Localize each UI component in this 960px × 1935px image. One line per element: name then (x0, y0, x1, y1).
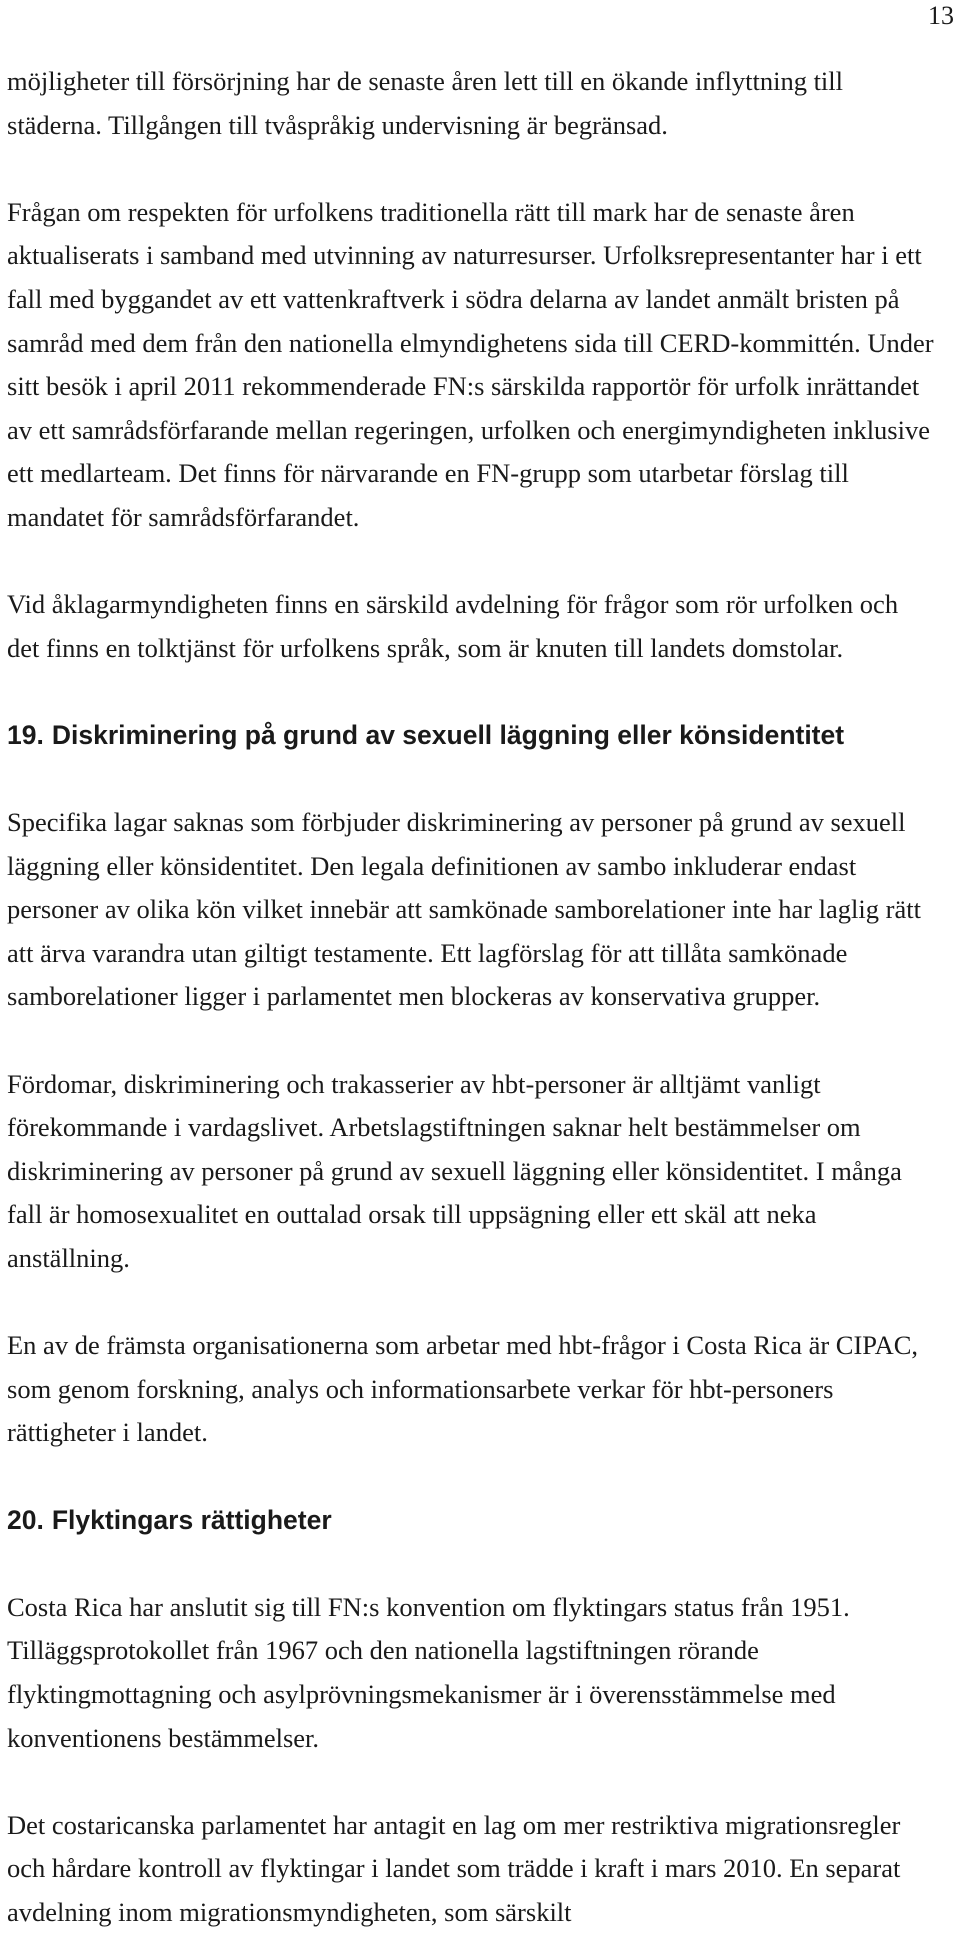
paragraph-land-rights: Frågan om respekten för urfolkens traditionella rätt till mark har de senaste åren aktualiserats i samband med utvinning av naturresurser. Urfolksrepresentanter har i ett fall med byggandet av ett vattenkraftverk i södra delarna av landet anmält bristen på samråd med dem från den nationella elmyndighetens sida till CERD-kommittén. Under sitt besök i april 2011 rekommenderade FN:s särskilda rapportör för urfolk inrättandet av ett samrådsförfarande mellan regeringen, urfolken och energimyndigheten inklusive ett medlarteam. Det finns för närvarande en FN-grupp som utarbetar förslag till mandatet för samrådsförfarandet. (7, 196, 934, 532)
section-title: Flyktingars rättigheter (51, 1504, 332, 1535)
paragraph-cipac: En av de främsta organisationerna som arbetar med hbt-frågor i Costa Rica är CIPAC, som genom forskning, analys och informationsarbete verkar för hbt-personers rättigheter i landet. (7, 1330, 919, 1448)
paragraph-refugee-convention: Costa Rica har anslutit sig till FN:s konvention om flyktingars status från 1951. Tilläggsprotokollet från 1967 och den nationella lagstiftningen rörande flyktingmottagning och asylprövningsmekanismer är i överensstämmelse med konventionens bestämmelser. (7, 1591, 850, 1753)
section-heading-20 (7, 1499, 937, 1543)
section-heading-19 (7, 714, 937, 758)
paragraph-migration-law: Det costaricanska parlamentet har antagit en lag om mer restriktiva migrationsregler och hårdare kontroll av flyktingar i landet som trädde i kraft i mars 2010. En separat avdelning inom migrationsmyndigheten, som särskilt (7, 1809, 901, 1927)
page-number: 13 (928, 1, 954, 30)
paragraph-urban-migration: möjligheter till försörjning har de senaste åren lett till en ökande inflyttning till städerna. Tillgången till tvåspråkig undervisning är begränsad. (7, 66, 844, 140)
paragraph-lgbt-laws: Specifika lagar saknas som förbjuder diskriminering av personer på grund av sexuell läggning eller könsidentitet. Den legala definitionen av sambo inkluderar endast personer av olika kön vilket innebär att samkönade samborelationer inte har laglig rätt att ärva varandra utan giltigt testamente. Ett lagförslag för att tillåta samkönade samborelationer ligger i parlamentet men blockeras av konservativa grupper. (7, 807, 921, 1012)
section-title: Diskriminering på grund av sexuell läggning eller könsidentitet (51, 719, 845, 750)
paragraph-prosecutor-office: Vid åklagarmyndigheten finns en särskild avdelning för frågor som rör urfolken och det finns en tolktjänst för urfolkens språk, som är knuten till landets domstolar. (7, 589, 899, 663)
paragraph-lgbt-discrimination: Fördomar, diskriminering och trakasserier av hbt-personer är alltjämt vanligt förekommande i vardagslivet. Arbetslagstiftningen saknar helt bestämmelser om diskriminering av personer på grund av sexuell läggning eller könsidentitet. I många fall är homosexualitet en outtalad orsak till uppsägning eller ett skäl att neka anställning. (7, 1068, 902, 1274)
section-number: 19. (7, 719, 44, 750)
document-body (7, 60, 937, 1935)
section-number: 20. (7, 1504, 44, 1535)
